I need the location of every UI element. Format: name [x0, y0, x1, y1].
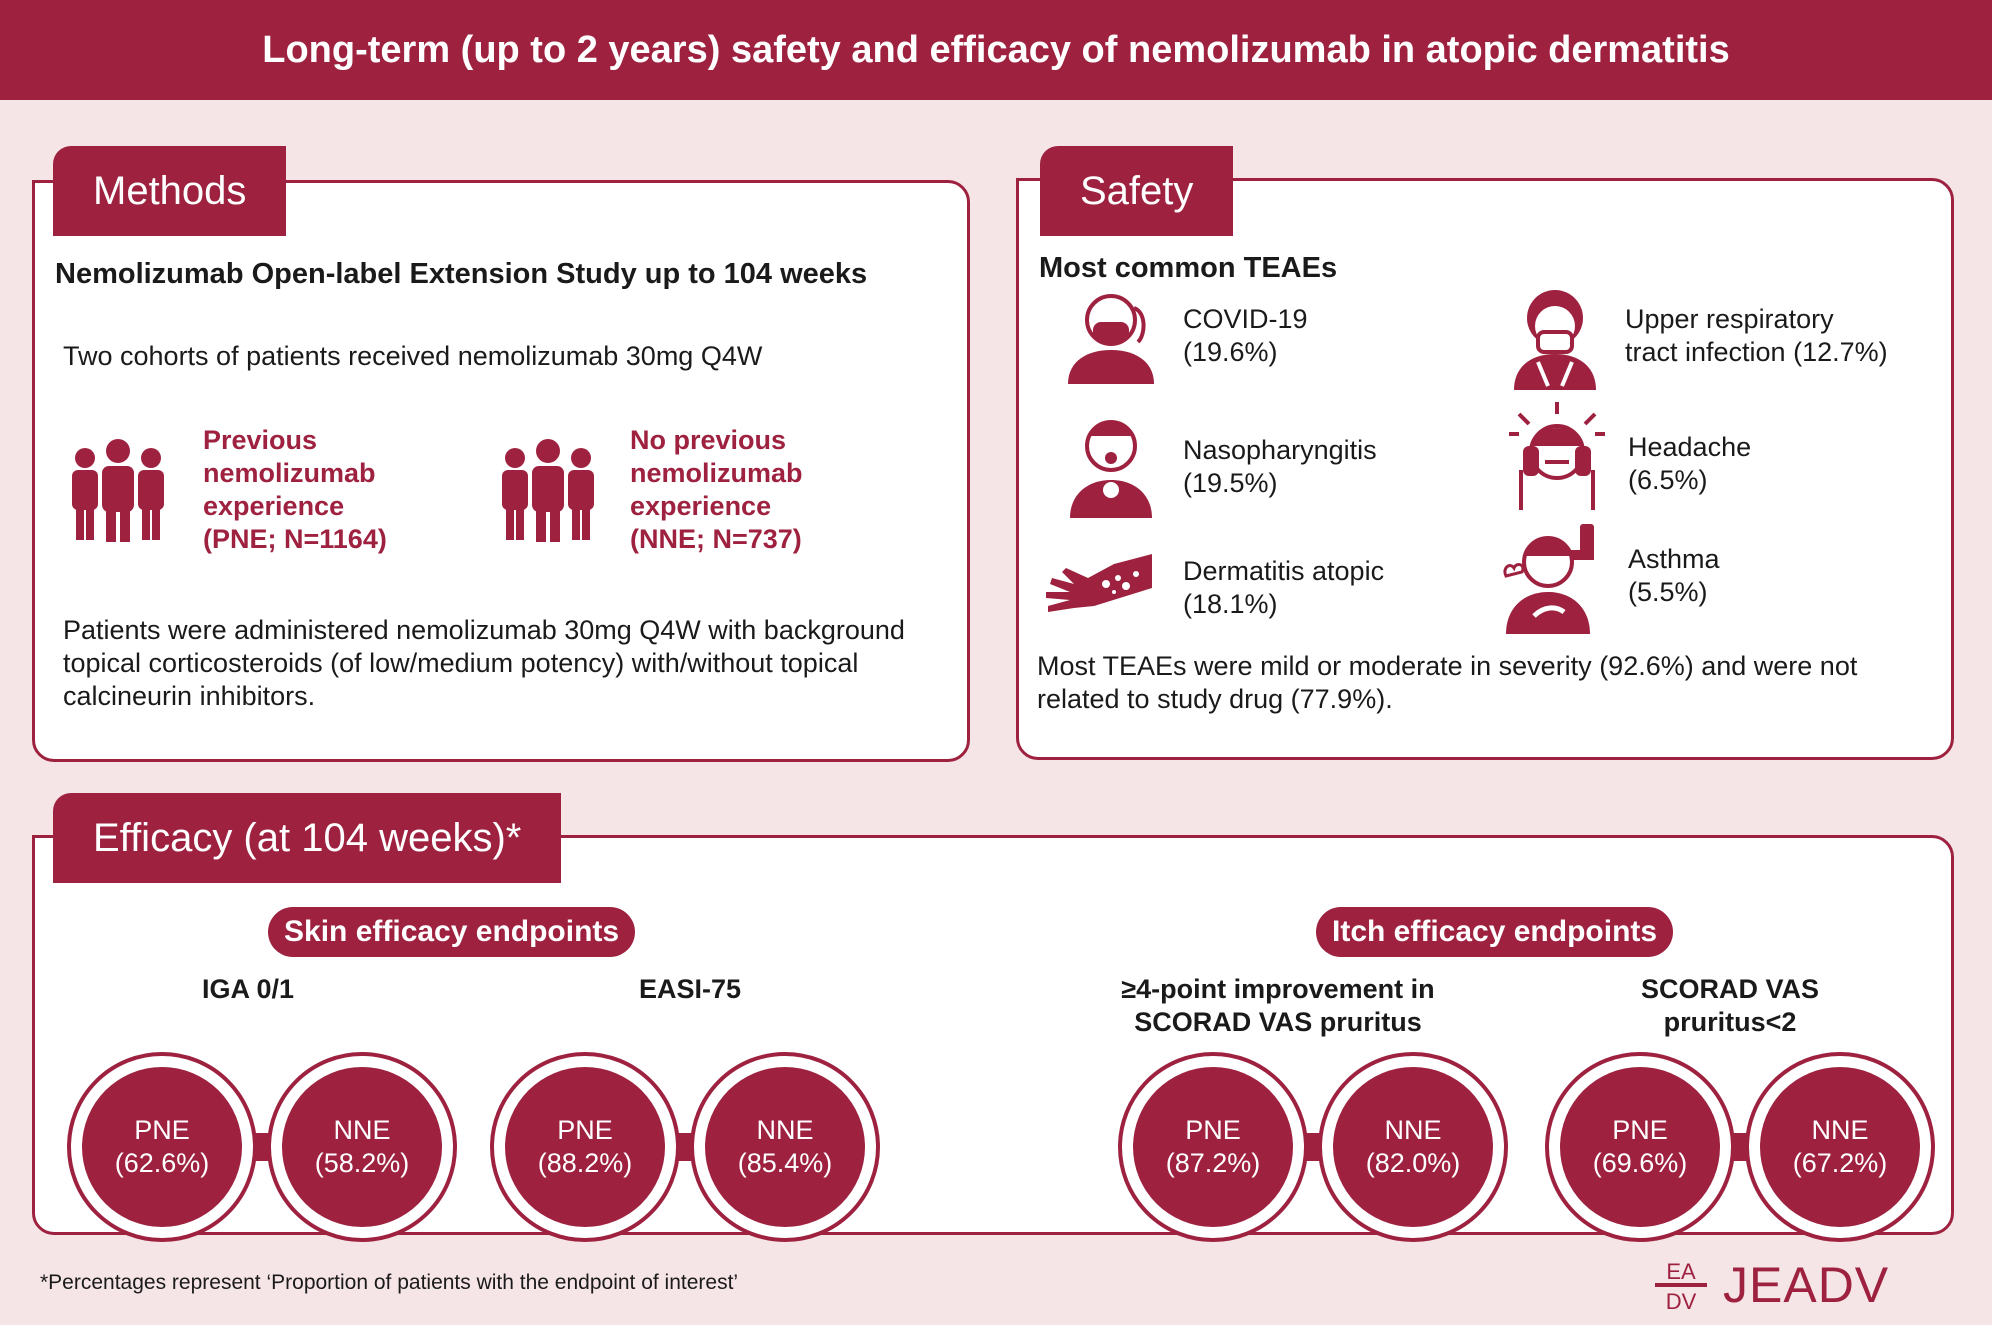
teae-covid: COVID-19 (19.6%) [1183, 304, 1308, 367]
svg-text:EA: EA [1666, 1259, 1696, 1284]
nne-label: NNE [333, 1115, 391, 1145]
jeadv-logo-text: JEADV [1723, 1257, 1890, 1313]
sore-throat-person-icon [1064, 414, 1158, 518]
nne-value: (82.0%) [1365, 1148, 1461, 1178]
pne-value: (69.6%) [1592, 1148, 1688, 1178]
pne-label: PNE [1612, 1115, 1668, 1145]
nne-value: (58.2%) [314, 1148, 410, 1178]
pne-label: PNE [134, 1115, 190, 1145]
efficacy-tab: Efficacy (at 104 weeks)* [53, 793, 561, 883]
cohort-pne: Previous nemolizumab experience (PNE; N=1164) [203, 425, 387, 554]
safety-heading: Most common TEAEs [1039, 252, 1338, 284]
teae-dermatitis: Dermatitis atopic (18.1%) [1183, 556, 1385, 619]
teae-nasopharyngitis: Nasopharyngitis (19.5%) [1183, 435, 1377, 498]
safety-summary: Most TEAEs were mild or moderate in severity (92.6%) and were not related to study drug (77.9%). [1037, 651, 1858, 714]
jeadv-logo [1653, 1255, 1889, 1315]
page-title: Long-term (up to 2 years) safety and efficacy of nemolizumab in atopic dermatitis [0, 0, 1992, 100]
pne-value: (87.2%) [1165, 1148, 1261, 1178]
endpoint-pair-vas4 [1118, 1052, 1478, 1242]
people-group-icon [500, 438, 596, 542]
nne-value: (67.2%) [1792, 1148, 1888, 1178]
endpoint-pair-iga [67, 1052, 427, 1242]
eadv-mark-icon [1653, 1257, 1709, 1313]
headache-person-icon [1505, 400, 1609, 510]
safety-tab: Safety [1040, 146, 1233, 236]
methods-tab: Methods [53, 146, 286, 236]
nne-label: NNE [756, 1115, 814, 1145]
methods-intro: Two cohorts of patients received nemolizumab 30mg Q4W [63, 341, 763, 371]
cohort-nne: No previous nemolizumab experience (NNE; N=737) [630, 425, 803, 554]
nne-value: (85.4%) [737, 1148, 833, 1178]
methods-body: Patients were administered nemolizumab 30mg Q4W with background topical corticosteroids (of low/medium potency) with/without topical calcineurin inhibitors. [63, 615, 905, 711]
pne-value: (62.6%) [114, 1148, 210, 1178]
teae-asthma: Asthma (5.5%) [1628, 544, 1720, 607]
teae-headache: Headache (6.5%) [1628, 432, 1752, 495]
endpoint-title-vas2: SCORAD VAS pruritus<2 [1640, 974, 1820, 1037]
teae-urti: Upper respiratory tract infection (12.7%) [1625, 304, 1888, 367]
atopic-skin-arm-icon [1044, 548, 1154, 618]
endpoint-pair-vas2 [1545, 1052, 1905, 1242]
endpoint-title-iga: IGA 0/1 [201, 974, 295, 1004]
pne-label: PNE [1185, 1115, 1241, 1145]
nne-label: NNE [1384, 1115, 1442, 1145]
nne-label: NNE [1811, 1115, 1869, 1145]
pne-value: (88.2%) [537, 1148, 633, 1178]
svg-text:DV: DV [1665, 1289, 1697, 1313]
asthma-inhaler-person-icon [1500, 520, 1604, 634]
face-mask-person-icon [1064, 288, 1158, 384]
endpoint-title-vas4: ≥4-point improvement in SCORAD VAS pruritus [1121, 974, 1435, 1037]
methods-heading: Nemolizumab Open-label Extension Study up to 104 weeks [55, 258, 868, 290]
skin-endpoints-label: Skin efficacy endpoints [268, 907, 635, 957]
endpoint-pair-easi [490, 1052, 850, 1242]
sneezing-person-icon [1508, 286, 1602, 390]
endpoint-title-easi: EASI-75 [638, 974, 742, 1004]
footnote: *Percentages represent ‘Proportion of patients with the endpoint of interest’ [40, 1271, 739, 1294]
itch-endpoints-label: Itch efficacy endpoints [1316, 907, 1673, 957]
people-group-icon [70, 438, 166, 542]
pne-label: PNE [557, 1115, 613, 1145]
